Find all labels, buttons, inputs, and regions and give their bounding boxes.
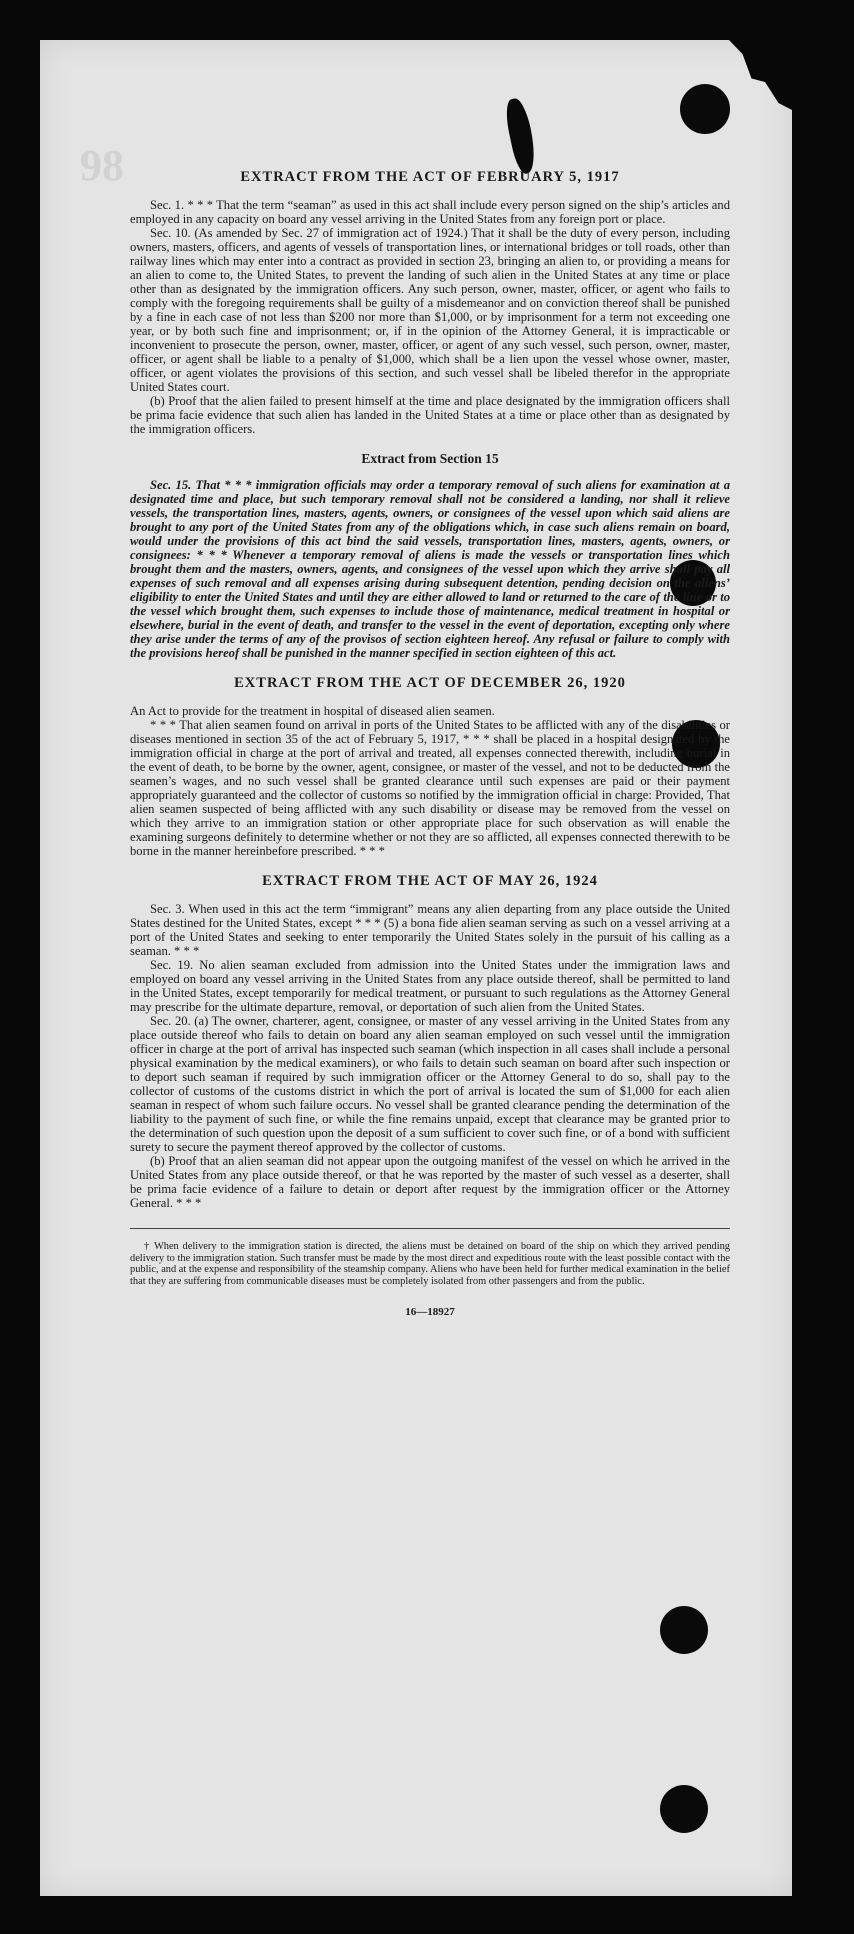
paragraph-1924-sec3: Sec. 3. When used in this act the term “immigrant” means any alien departing from any place outside the United States destined for the United States, except * * * (5) a bona fide alien seaman serving as such on a vessel arriving at a port of the United States and seeking to enter temporarily the United States solely in the pursuit of his calling as a seaman. * * *	[130, 902, 730, 958]
document-body	[130, 170, 730, 1319]
punch-hole	[660, 1785, 708, 1833]
heading-act-1920: EXTRACT FROM THE ACT OF DECEMBER 26, 1920	[234, 675, 626, 691]
footnote-text: † When delivery to the immigration station is directed, the aliens must be detained on board of the ship on which they arrived pending delivery to the immigration station. Such transfer must be made by the most direct and expeditious route with the least possible contact with the public, and at the expense and responsibility of the steamship company. Aliens who have been held for further medical examination in the belief that they are suffering from communicable diseases must be completely isolated from other passengers and from the public.	[130, 1241, 730, 1287]
ink-blot	[502, 97, 539, 176]
paragraph-1920-intro: An Act to provide for the treatment in hospital of diseased alien seamen.	[130, 704, 495, 718]
paragraph-1917-b: (b) Proof that the alien failed to present himself at the time and place designated by the immigration officers shall be prima facie evidence that such alien has landed in the United States at a time or place other than as designated by the immigration officers.	[130, 394, 730, 436]
divider	[130, 1228, 730, 1229]
heading-act-1924: EXTRACT FROM THE ACT OF MAY 26, 1924	[262, 873, 598, 889]
footnote	[130, 1241, 730, 1287]
faded-stamp-number: 98	[80, 141, 124, 190]
punch-hole	[660, 1606, 708, 1654]
paragraph-1924-sec20b: (b) Proof that an alien seaman did not appear upon the outgoing manifest of the vessel on which he arrived in the United States from any place outside thereof, or that he was reported by the master of such vessel as a deserter, shall be prima facie evidence of a failure to detain or deport after request by the immigration officer or the Attorney General. * * *	[130, 1154, 730, 1210]
paragraph-1924-sec19: Sec. 19. No alien seaman excluded from admission into the United States under the immigration laws and employed on board any vessel arriving in the United States from any place outside thereof, shall be permitted to land in the United States, except temporarily for medical treatment, or pursuant to such regulations as the Attorney General may prescribe for the ultimate departure, removal, or deportation of such alien from the United States.	[130, 958, 730, 1014]
paragraph-1920-body: * * * That alien seamen found on arrival in ports of the United States to be afflicted with any of the disabilities or diseases mentioned in section 35 of the act of February 5, 1917, * * * shall be placed in a hospital designated by the immigration official in charge at the port of arrival and treated, all expenses connected therewith, including burial in the event of death, to be borne by the owner, agent, consignee, or master of the vessel, and not to be deducted from the seamen’s wages, and no such vessel shall be granted clearance until such expenses are paid or their payment appropriately guaranteed and the collector of customs so notified by the immigration official in charge: Provided, That alien seamen suspected of being afflicted with any such disability or disease may be removed from the vessel on which they arrive to an immigration station or other appropriate place for such observation as will enable the examining surgeons definitely to determine whether or not they are so afflicted, all expenses connected therewith to be borne in the manner hereinbefore prescribed. * * *	[130, 718, 730, 858]
heading-act-1917: EXTRACT FROM THE ACT OF FEBRUARY 5, 1917	[240, 169, 620, 185]
punch-hole	[680, 84, 730, 134]
paragraph-sec15: Sec. 15. That * * * immigration officials may order a temporary removal of such aliens for examination at a designated time and place, but such temporary removal shall not be considered a landing, nor shall it relieve vessels, the transportation lines, masters, agents, owners, or consignees of the vessel upon which said aliens are brought to any port of the United States from any of the obligations which, in case such aliens remain on board, would under the provisions of this act bind the said vessels, transportation lines, masters, agents, owners, or consignees: * * * Whenever a temporary removal of aliens is made the vessels or transportation lines which brought them and the masters, owners, agents, and consignees of the vessel upon which they arrive shall pay all expenses of such removal and all expenses arising during subsequent detention, pending decision on the aliens’ eligibility to enter the United States and until they are either allowed to land or returned to the care of the line or to the vessel which brought them, such expenses to include those of maintenance, medical treatment in hospital or elsewhere, burial in the event of death, and transfer to the vessel in the event of deportation, excepting only where they arise under the terms of any of the provisos of section eighteen hereof. Any refusal or failure to comply with the provisions hereof shall be punished in the manner specified in section eighteen of this act.	[130, 478, 730, 660]
print-code: 16—18927	[405, 1306, 455, 1318]
paragraph-1917-sec1: Sec. 1. * * * That the term “seaman” as used in this act shall include every person signed on the ship’s articles and employed in any capacity on board any vessel arriving in the United States from any foreign port or place.	[130, 198, 730, 226]
document-page	[40, 40, 792, 1896]
heading-section-15: Extract from Section 15	[361, 451, 499, 466]
paragraph-1924-sec20a: Sec. 20. (a) The owner, charterer, agent, consignee, or master of any vessel arriving in the United States from any place outside thereof who fails to detain on board any alien seaman employed on such vessel until the immigration officer in charge at the port of arrival has inspected such seaman (which inspection in all cases shall include a personal physical examination by the medical examiners), or who fails to detain such seaman on board after such inspection or to deport such seaman if required by such immigration officer or the Attorney General to do so, shall pay to the collector of customs of the customs district in which the port of arrival is located the sum of $1,000 for each alien seaman in respect of whom such failure occurs. No vessel shall be granted clearance pending the determination of the liability to the payment of such fine, or while the fine remains unpaid, except that clearance may be granted prior to the determination of such question upon the deposit of a sum sufficient to cover such fine, or of a bond with sufficient surety to secure the payment thereof approved by the collector of customs.	[130, 1014, 730, 1154]
paragraph-1917-sec10: Sec. 10. (As amended by Sec. 27 of immigration act of 1924.) That it shall be the duty of every person, including owners, masters, officers, and agents of vessels of transportation lines, or international bridges or toll roads, other than railway lines which may enter into a contract as provided in section 23, bringing an alien to, or providing a means for an alien to come to, the United States, to prevent the landing of such alien in the United States at any time or place other than as designated by the immigration officers. Any such person, owner, master, officer, or agent who fails to comply with the foregoing requirements shall be guilty of a misdemeanor and on conviction thereof shall be punished by a fine in each case of not less than $200 nor more than $1,000, or by imprisonment for a term not exceeding one year, or by both such fine and imprisonment; or, if in the opinion of the Attorney General, it is impracticable or inconvenient to prosecute the person, owner, master, officer, or agent of any such vessel, such person, owner, master, officer, or agent shall be liable to a penalty of $1,000, which shall be a lien upon the vessel whose owner, master, officer, or agent violates the provisions of this section, and such vessel shall be libeled therefor in the appropriate United States court.	[130, 226, 730, 394]
